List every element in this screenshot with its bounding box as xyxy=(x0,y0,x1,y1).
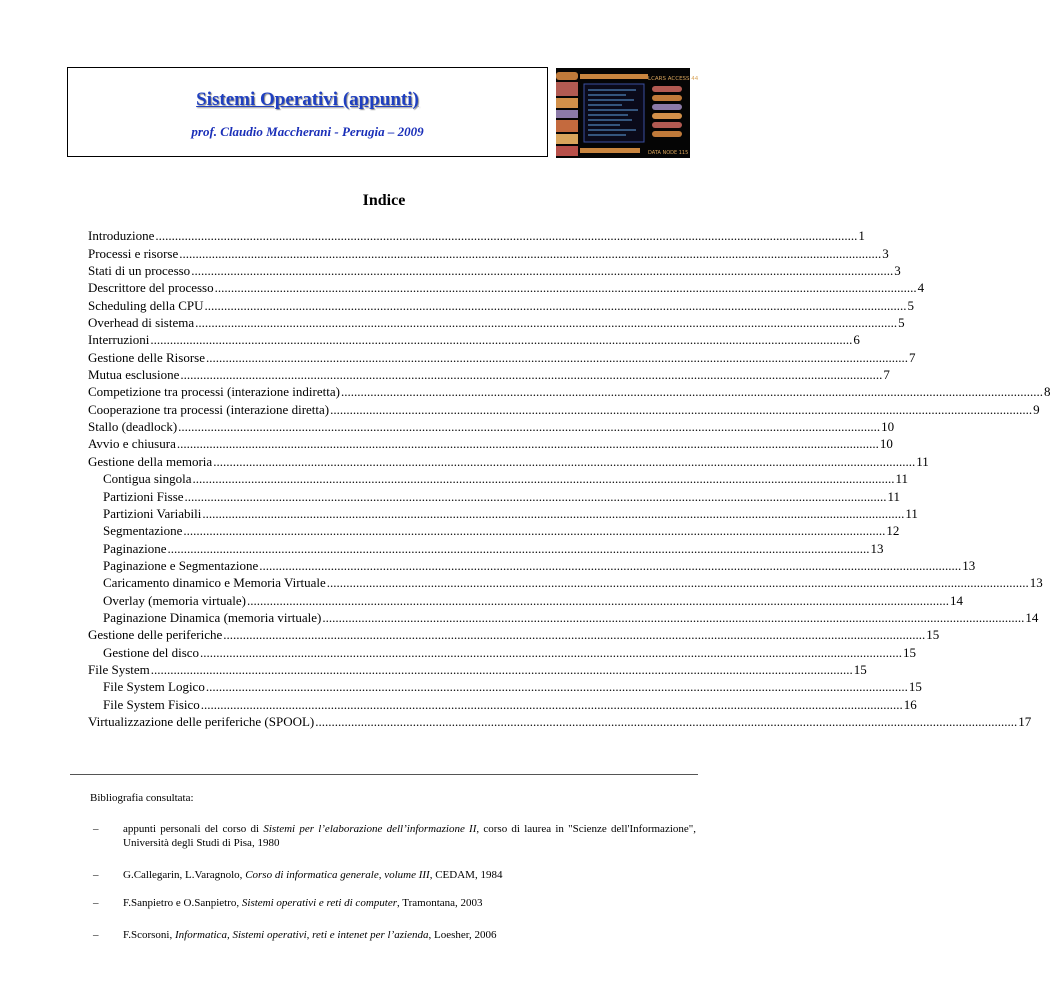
toc-entry-label: File System Logico xyxy=(103,679,205,695)
toc-leader-dots xyxy=(194,315,898,330)
bibliography-text xyxy=(123,822,696,850)
toc-entry[interactable] xyxy=(88,226,865,244)
toc-entry-label: Introduzione xyxy=(88,228,155,244)
toc-entry-page: 12 xyxy=(886,523,900,539)
bibliography-text xyxy=(123,928,696,942)
bibliography-text-post: , corso di laurea in "Scienze dell'Informazione", Università degli Studi di Pisa, 1980 xyxy=(123,823,697,849)
toc-entry-label: Cooperazione tra processi (interazione diretta) xyxy=(88,401,330,417)
toc-entry-page: 10 xyxy=(879,436,893,452)
toc-entry[interactable] xyxy=(88,434,893,452)
toc-entry[interactable] xyxy=(88,347,916,365)
toc-entry-page: 15 xyxy=(908,679,922,695)
toc-entry-label: Segmentazione xyxy=(103,523,183,539)
toc-entry-label: Gestione delle Risorse xyxy=(88,349,205,365)
toc-entry-page: 15 xyxy=(853,661,867,677)
toc-entry[interactable] xyxy=(88,486,901,504)
toc-leader-dots xyxy=(201,506,905,521)
toc-entry-label: Paginazione Dinamica (memoria virtuale) xyxy=(103,609,322,625)
bibliography-work-title: Informatica, Sistemi operativi, reti e intenet per l’azienda xyxy=(175,929,429,941)
toc-entry-label: Interruzioni xyxy=(88,332,150,348)
toc-entry-label: Paginazione e Segmentazione xyxy=(103,557,259,573)
toc-entry[interactable] xyxy=(88,243,889,261)
table-of-contents xyxy=(88,226,1050,729)
toc-leader-dots xyxy=(182,523,886,538)
toc-leader-dots xyxy=(200,697,904,712)
toc-entry-page: 13 xyxy=(962,557,976,573)
toc-entry-label: Partizioni Variabili xyxy=(103,505,202,521)
bibliography-text-pre: G.Callegarin, L.Varagnolo, xyxy=(123,869,246,881)
bibliography-item xyxy=(90,896,696,910)
toc-entry-label: Avvio e chiusura xyxy=(88,436,176,452)
document-title: Sistemi Operativi (appunti) xyxy=(196,89,419,110)
toc-entry-label: Stati di un processo xyxy=(88,263,191,279)
toc-entry-label: Virtualizzazione delle periferiche (SPOOL) xyxy=(88,713,315,729)
toc-entry-label: Descrittore del processo xyxy=(88,280,214,296)
toc-entry-page: 6 xyxy=(853,332,860,348)
bibliography-item xyxy=(90,822,696,850)
toc-entry[interactable] xyxy=(88,642,917,660)
bibliography-text-post: , CEDAM, 1984 xyxy=(429,869,503,881)
toc-entry[interactable] xyxy=(88,521,900,539)
document-author: prof. Claudio Maccherani - Perugia – 2009 xyxy=(191,124,424,139)
toc-leader-dots xyxy=(329,402,1033,417)
toc-entry-label: File System Fisico xyxy=(103,696,200,712)
toc-entry[interactable] xyxy=(88,625,940,643)
toc-entry-page: 5 xyxy=(907,297,915,313)
toc-entry[interactable] xyxy=(88,451,929,469)
bibliography-item xyxy=(90,868,696,882)
toc-entry-page: 15 xyxy=(926,627,940,643)
title-box xyxy=(67,67,548,157)
bibliography-dash: – xyxy=(93,823,99,835)
toc-entry-page: 7 xyxy=(908,349,916,365)
lcars-illustration xyxy=(556,68,699,158)
toc-leader-dots xyxy=(258,558,962,573)
toc-entry[interactable] xyxy=(88,504,918,521)
bibliography-text-post: , Loesher, 2006 xyxy=(428,929,497,941)
bibliography-list xyxy=(90,822,696,960)
toc-entry[interactable] xyxy=(88,538,884,556)
bibliography-title: Bibliografia consultata: xyxy=(90,792,194,804)
toc-entry-page: 16 xyxy=(903,696,917,712)
lcars-node-label: DATA NODE 115 xyxy=(648,150,689,156)
toc-entry-label: Partizioni Fisse xyxy=(103,488,184,504)
bibliography-text-pre: F.Scorsoni, xyxy=(123,929,175,941)
toc-entry-label: Gestione delle periferiche xyxy=(88,627,223,643)
bibliography-text-post: , Tramontana, 2003 xyxy=(396,897,483,909)
section-divider xyxy=(70,774,698,775)
toc-entry-label: Mutua esclusione xyxy=(88,367,180,383)
toc-entry[interactable] xyxy=(88,330,860,348)
toc-entry-page: 11 xyxy=(887,488,901,504)
toc-leader-dots xyxy=(150,662,854,677)
toc-entry[interactable] xyxy=(88,556,976,573)
toc-entry[interactable] xyxy=(88,660,867,677)
toc-entry[interactable] xyxy=(88,365,890,383)
toc-entry[interactable] xyxy=(88,590,963,608)
toc-entry[interactable] xyxy=(88,573,1043,591)
toc-entry-page: 8 xyxy=(1043,384,1050,400)
toc-entry-page: 9 xyxy=(1033,401,1040,417)
toc-entry[interactable] xyxy=(88,694,917,712)
toc-entry-label: Scheduling della CPU xyxy=(88,297,204,313)
toc-entry-label: Caricamento dinamico e Memoria Virtuale xyxy=(103,575,326,591)
toc-entry-label: Processi e risorse xyxy=(88,245,179,261)
bibliography-dash: – xyxy=(93,929,99,941)
toc-leader-dots xyxy=(204,298,908,313)
toc-leader-dots xyxy=(205,679,909,694)
toc-entry-page: 14 xyxy=(1025,609,1039,625)
toc-leader-dots xyxy=(176,436,880,451)
toc-entry[interactable] xyxy=(88,417,895,435)
toc-entry[interactable] xyxy=(88,278,925,296)
toc-entry-page: 11 xyxy=(916,453,929,469)
bibliography-text xyxy=(123,868,696,882)
toc-entry[interactable] xyxy=(88,677,922,695)
toc-leader-dots xyxy=(340,384,1044,399)
lcars-screen-image xyxy=(556,68,699,158)
bibliography-work-title: Sistemi per l’elaborazione dell’informazione II xyxy=(263,823,477,835)
toc-entry[interactable] xyxy=(88,313,905,331)
toc-leader-dots xyxy=(154,228,858,243)
toc-entry-page: 10 xyxy=(881,419,895,435)
toc-leader-dots xyxy=(314,714,1018,729)
toc-entry-label: Gestione della memoria xyxy=(88,453,213,469)
toc-leader-dots xyxy=(212,454,916,469)
bibliography-work-title: Corso di informatica generale, volume III xyxy=(245,869,430,881)
lcars-access-label: LCARS ACCESS 44 xyxy=(648,76,699,82)
toc-entry[interactable] xyxy=(88,382,1050,400)
toc-entry-label: Overlay (memoria virtuale) xyxy=(103,592,246,608)
toc-leader-dots xyxy=(177,419,881,434)
toc-entry[interactable] xyxy=(88,608,1039,625)
toc-entry-label: File System xyxy=(88,661,150,677)
toc-leader-dots xyxy=(246,593,950,608)
toc-entry-page: 5 xyxy=(898,315,905,331)
toc-entry-label: Contigua singola xyxy=(103,471,192,487)
toc-entry-page: 17 xyxy=(1018,713,1032,729)
bibliography-text xyxy=(123,896,696,910)
toc-entry[interactable] xyxy=(88,295,915,313)
toc-entry-page: 3 xyxy=(894,263,901,279)
bibliography-dash: – xyxy=(93,869,99,881)
toc-leader-dots xyxy=(190,263,894,278)
toc-entry-label: Overhead di sistema xyxy=(88,315,195,331)
bibliography-item xyxy=(90,928,696,942)
toc-entry-page: 15 xyxy=(903,644,917,660)
toc-entry-page: 1 xyxy=(858,228,865,244)
toc-leader-dots xyxy=(199,645,903,660)
toc-entry[interactable] xyxy=(88,261,901,279)
toc-leader-dots xyxy=(191,471,895,486)
bibliography-dash: – xyxy=(93,897,99,909)
toc-entry-label: Gestione del disco xyxy=(103,644,200,660)
toc-entry[interactable] xyxy=(88,712,1032,729)
toc-entry[interactable] xyxy=(88,399,1040,417)
toc-entry-page: 3 xyxy=(882,245,889,261)
toc-entry-label: Paginazione xyxy=(103,540,167,556)
index-title: Indice xyxy=(362,192,406,209)
toc-entry-page: 4 xyxy=(917,280,925,296)
toc-leader-dots xyxy=(149,332,853,347)
bibliography-text-pre: F.Sanpietro e O.Sanpietro, xyxy=(123,897,242,909)
toc-leader-dots xyxy=(326,575,1030,590)
toc-leader-dots xyxy=(179,367,883,382)
toc-leader-dots xyxy=(205,350,909,365)
toc-entry-page: 7 xyxy=(883,367,890,383)
toc-leader-dots xyxy=(321,610,1025,625)
toc-entry-label: Competizione tra processi (interazione indiretta) xyxy=(88,384,340,400)
toc-entry-page: 11 xyxy=(895,471,908,487)
toc-entry-page: 13 xyxy=(870,540,884,556)
toc-entry[interactable] xyxy=(88,469,908,487)
toc-leader-dots xyxy=(184,489,888,504)
toc-entry-page: 11 xyxy=(905,505,918,521)
bibliography-text-pre: appunti personali del corso di xyxy=(123,823,264,835)
toc-entry-page: 13 xyxy=(1029,575,1043,591)
toc-leader-dots xyxy=(178,246,882,261)
toc-leader-dots xyxy=(167,541,871,556)
toc-leader-dots xyxy=(222,627,926,642)
bibliography-work-title: Sistemi operativi e reti di computer xyxy=(241,897,397,909)
toc-entry-page: 14 xyxy=(949,592,963,608)
toc-entry-label: Stallo (deadlock) xyxy=(88,419,178,435)
toc-leader-dots xyxy=(214,280,918,295)
